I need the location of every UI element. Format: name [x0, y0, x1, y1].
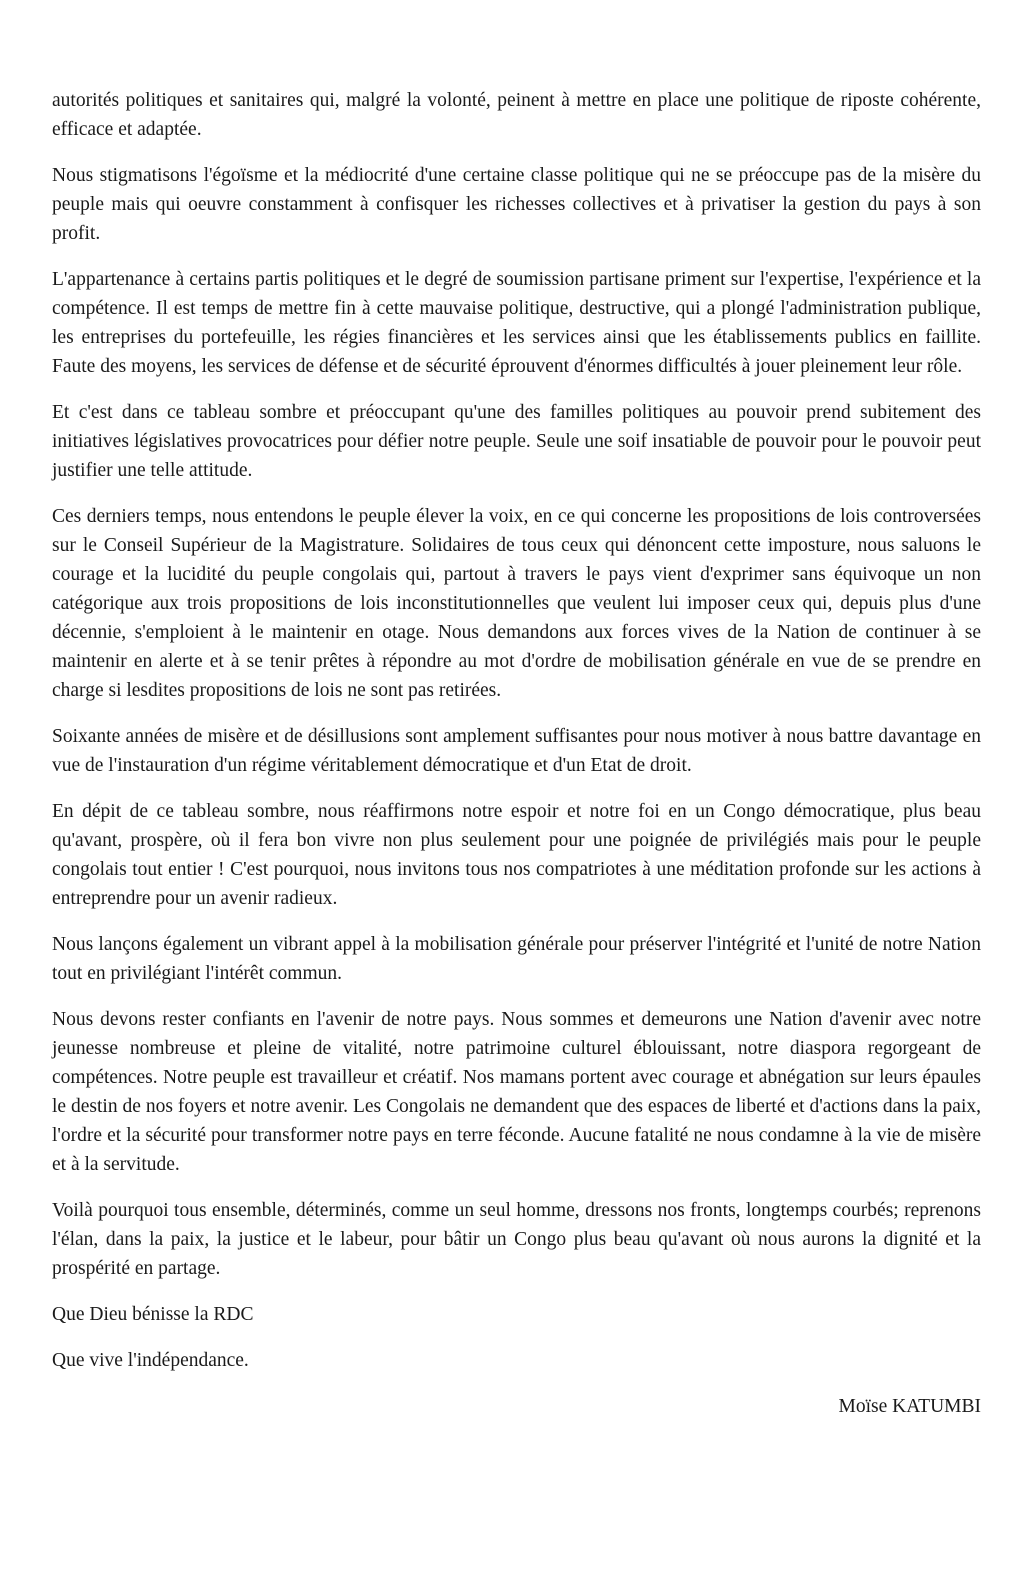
paragraph-3: L'appartenance à certains partis politiques et le degré de soumission partisane priment sur l'expertise, l'expérience et la compétence. Il est temps de mettre fin à cette mauvaise politique, destructive, qui a plongé l'administration publique, les entreprises du portefeuille, les régies financières et les services ainsi que les établissements publics en faillite. Faute des moyens, les services de défense et de sécurité éprouvent d'énormes difficultés à jouer pleinement leur rôle.: [52, 269, 981, 377]
paragraph-4: Et c'est dans ce tableau sombre et préoccupant qu'une des familles politiques au pouvoir prend subitement des initiatives législatives provocatrices pour défier notre peuple. Seule une soif insatiable de pouvoir pour le pouvoir peut justifier une telle attitude.: [52, 402, 981, 481]
paragraph-8: Nous lançons également un vibrant appel à la mobilisation générale pour préserver l'intégrité et l'unité de notre Nation tout en privilégiant l'intérêt commun.: [52, 934, 981, 984]
paragraph-1: autorités politiques et sanitaires qui, malgré la volonté, peinent à mettre en place une politique de riposte cohérente, efficace et adaptée.: [52, 90, 981, 140]
paragraph-2: Nous stigmatisons l'égoïsme et la médiocrité d'une certaine classe politique qui ne se préoccupe pas de la misère du peuple mais qui oeuvre constamment à confisquer les richesses collectives et à privatiser la gestion du pays à son profit.: [52, 165, 981, 244]
closing-independence: Que vive l'indépendance.: [52, 1350, 249, 1371]
document-page: [52, 86, 981, 1421]
paragraph-5: Ces derniers temps, nous entendons le peuple élever la voix, en ce qui concerne les propositions de lois controversées sur le Conseil Supérieur de la Magistrature. Solidaires de tous ceux qui dénoncent cette imposture, nous saluons le courage et la lucidité du peuple congolais qui, partout à travers le pays vient d'exprimer sans équivoque un non catégorique aux trois propositions de lois inconstitutionnelles que veulent lui imposer ceux qui, depuis plus d'une décennie, s'emploient à le maintenir en otage. Nous demandons aux forces vives de la Nation de continuer à se maintenir en alerte et à se tenir prêtes à répondre au mot d'ordre de mobilisation générale en vue de se prendre en charge si lesdites propositions de lois ne sont pas retirées.: [52, 506, 981, 701]
signature: Moïse KATUMBI: [838, 1396, 981, 1417]
paragraph-10: Voilà pourquoi tous ensemble, déterminés, comme un seul homme, dressons nos fronts, longtemps courbés; reprenons l'élan, dans la paix, la justice et le labeur, pour bâtir un Congo plus beau qu'avant où nous aurons la dignité et la prospérité en partage.: [52, 1200, 981, 1279]
paragraph-6: Soixante années de misère et de désillusions sont amplement suffisantes pour nous motiver à nous battre davantage en vue de l'instauration d'un régime véritablement démocratique et d'un Etat de droit.: [52, 726, 981, 776]
paragraph-7: En dépit de ce tableau sombre, nous réaffirmons notre espoir et notre foi en un Congo démocratique, plus beau qu'avant, prospère, où il fera bon vivre non plus seulement pour une poignée de privilégiés mais pour le peuple congolais tout entier ! C'est pourquoi, nous invitons tous nos compatriotes à une méditation profonde sur les actions à entreprendre pour un avenir radieux.: [52, 801, 981, 909]
paragraph-9: Nous devons rester confiants en l'avenir de notre pays. Nous sommes et demeurons une Nation d'avenir avec notre jeunesse nombreuse et pleine de vitalité, notre patrimoine culturel éblouissant, notre diaspora regorgeant de compétences. Notre peuple est travailleur et créatif. Nos mamans portent avec courage et abnégation sur leurs épaules le destin de nos foyers et notre avenir. Les Congolais ne demandent que des espaces de liberté et d'actions dans la paix, l'ordre et la sécurité pour transformer notre pays en terre féconde. Aucune fatalité ne nous condamne à la vie de misère et à la servitude.: [52, 1009, 981, 1175]
closing-blessing: Que Dieu bénisse la RDC: [52, 1304, 254, 1325]
